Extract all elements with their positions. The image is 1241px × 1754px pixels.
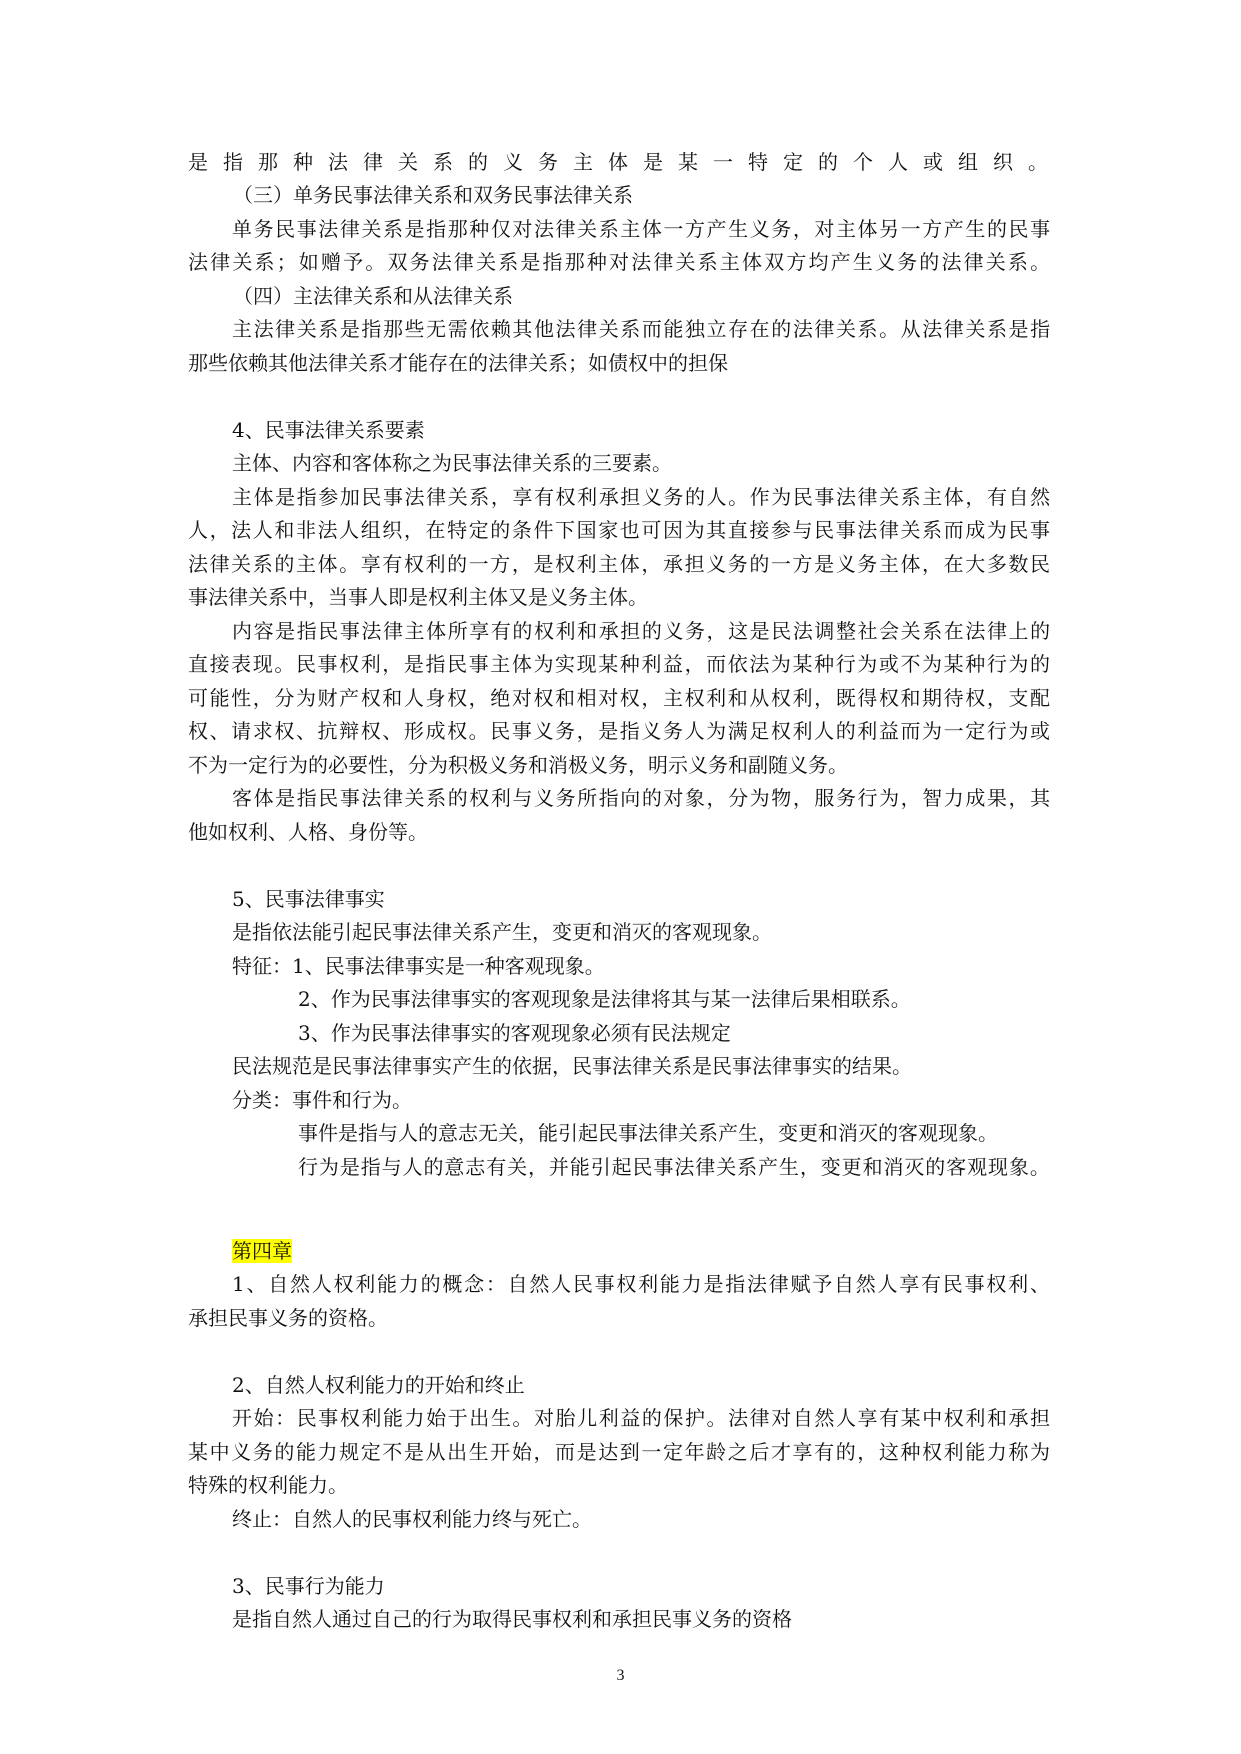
text-line: 民法规范是民事法律事实产生的依据，民事法律关系是民事法律事实的结果。 — [232, 1054, 912, 1078]
text-line: 是指依法能引起民事法律关系产生，变更和消灭的客观现象。 — [232, 920, 772, 944]
text-line: 是指那种法律关系的义务主体是某一特定的个人或组织。 — [188, 150, 1063, 174]
section-heading: 3、民事行为能力 — [232, 1574, 385, 1598]
text-line: 法律关系；如赠予。双务法律关系是指那种对法律关系主体双方均产生义务的法律关系。 — [188, 250, 1053, 274]
text-line: 分类：事件和行为。 — [232, 1088, 412, 1112]
text-line: 权、请求权、抗辩权、形成权。民事义务，是指义务人为满足权利人的利益而为一定行为或 — [188, 719, 1052, 743]
text-line: 承担民事义务的资格。 — [188, 1306, 388, 1330]
text-line: 客体是指民事法律关系的权利与义务所指向的对象，分为物，服务行为，智力成果，其 — [232, 786, 1052, 810]
text-line: 事法律关系中，当事人即是权利主体又是义务主体。 — [188, 585, 648, 609]
text-line: 某中义务的能力规定不是从出生开始，而是达到一定年龄之后才享有的，这种权利能力称为 — [188, 1440, 1052, 1464]
text-line: 内容是指民事法律主体所享有的权利和承担的义务，这是民法调整社会关系在法律上的 — [232, 619, 1052, 643]
text-line: 行为是指与人的意志有关，并能引起民事法律关系产生，变更和消灭的客观现象。 — [298, 1155, 1051, 1179]
text-line: 开始：民事权利能力始于出生。对胎儿利益的保护。法律对自然人享有某中权利和承担 — [232, 1406, 1052, 1430]
text-line: 终止：自然人的民事权利能力终与死亡。 — [232, 1507, 592, 1531]
text-line: 1、自然人权利能力的概念：自然人民事权利能力是指法律赋予自然人享有民事权利、 — [232, 1272, 1052, 1296]
text-line: 是指自然人通过自己的行为取得民事权利和承担民事义务的资格 — [232, 1607, 792, 1631]
text-line: 主体是指参加民事法律关系，享有权利承担义务的人。作为民事法律关系主体，有自然 — [232, 485, 1052, 509]
text-line: 主法律关系是指那些无需依赖其他法律关系而能独立存在的法律关系。从法律关系是指 — [232, 317, 1052, 341]
text-line: 法律关系的主体。享有权利的一方，是权利主体，承担义务的一方是义务主体，在大多数民 — [188, 552, 1052, 576]
text-line: 可能性，分为财产权和人身权，绝对权和相对权，主权利和从权利，既得权和期待权，支配 — [188, 686, 1052, 710]
text-line: 3、作为民事法律事实的客观现象必须有民法规定 — [298, 1021, 731, 1045]
text-line: 他如权利、人格、身份等。 — [188, 820, 428, 844]
page-number: 3 — [616, 1667, 625, 1684]
text-line: 事件是指与人的意志无关，能引起民事法律关系产生，变更和消灭的客观现象。 — [298, 1121, 998, 1145]
text-line: 主体、内容和客体称之为民事法律关系的三要素。 — [232, 451, 672, 475]
text-line: 单务民事法律关系是指那种仅对法律关系主体一方产生义务，对主体另一方产生的民事 — [232, 217, 1052, 241]
section-heading: （四）主法律关系和从法律关系 — [233, 284, 513, 308]
text-line: 2、作为民事法律事实的客观现象是法律将其与某一法律后果相联系。 — [298, 987, 911, 1011]
text-line: 人，法人和非法人组织，在特定的条件下国家也可因为其直接参与民事法律关系而成为民事 — [188, 518, 1052, 542]
text-line: 特征：1、民事法律事实是一种客观现象。 — [232, 954, 605, 978]
section-heading: 4、民事法律关系要素 — [232, 418, 425, 442]
text-line: 不为一定行为的必要性，分为积极义务和消极义务，明示义务和副随义务。 — [188, 753, 848, 777]
section-heading: 2、自然人权利能力的开始和终止 — [232, 1373, 525, 1397]
section-heading: 5、民事法律事实 — [232, 887, 385, 911]
highlighted-chapter-title: 第四章 — [232, 1239, 292, 1263]
chapter-heading — [232, 1234, 292, 1268]
text-line: 那些依赖其他法律关系才能存在的法律关系；如债权中的担保 — [188, 351, 728, 375]
text-line: 特殊的权利能力。 — [188, 1473, 348, 1497]
section-heading: （三）单务民事法律关系和双务民事法律关系 — [233, 183, 633, 207]
text-line: 直接表现。民事权利，是指民事主体为实现某种利益，而依法为某种行为或不为某种行为的 — [188, 652, 1052, 676]
